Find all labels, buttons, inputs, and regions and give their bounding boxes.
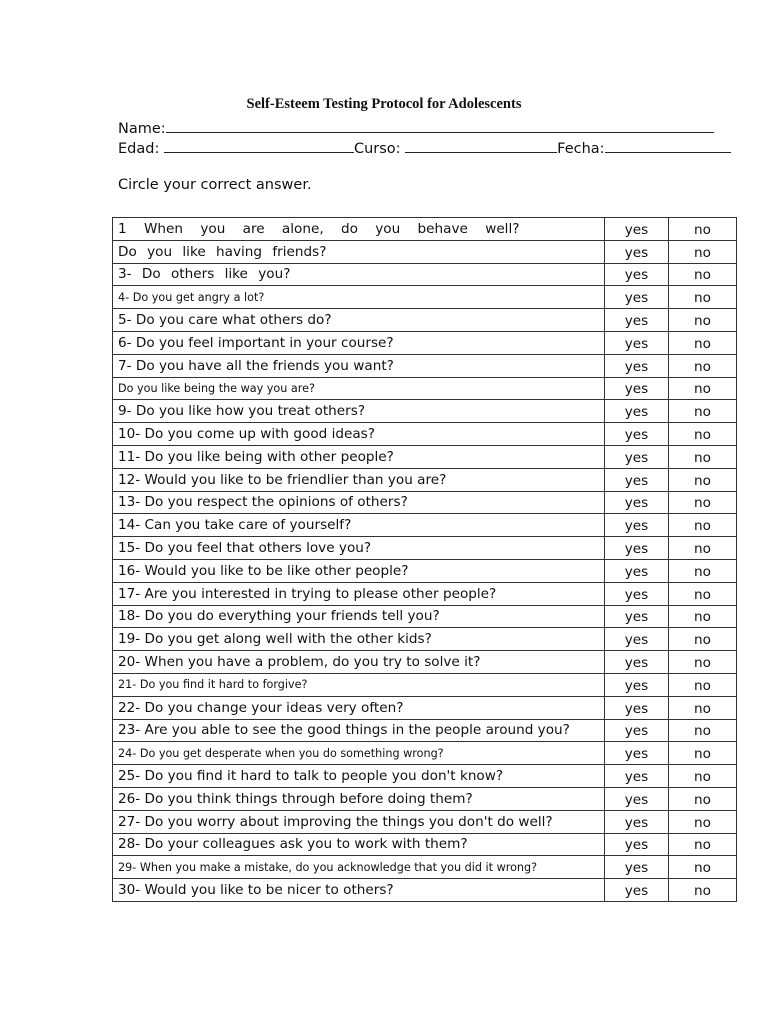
question-row [113, 628, 737, 651]
answer-no[interactable]: no [669, 263, 737, 286]
answer-yes[interactable]: yes [605, 491, 669, 514]
answer-no[interactable]: no [669, 582, 737, 605]
question-text: 7- Do you have all the friends you want? [113, 354, 605, 377]
answer-yes[interactable]: yes [605, 787, 669, 810]
answer-yes[interactable]: yes [605, 331, 669, 354]
answer-yes[interactable]: yes [605, 240, 669, 263]
question-text: 10- Do you come up with good ideas? [113, 423, 605, 446]
answer-yes[interactable]: yes [605, 423, 669, 446]
question-text: 4- Do you get angry a lot? [113, 286, 605, 309]
answer-no[interactable]: no [669, 491, 737, 514]
question-row [113, 673, 737, 696]
date-label: Fecha: [557, 141, 605, 157]
answer-no[interactable]: no [669, 468, 737, 491]
answer-yes[interactable]: yes [605, 218, 669, 241]
question-text: 19- Do you get along well with the other kids? [113, 628, 605, 651]
name-field[interactable] [166, 118, 714, 133]
answer-no[interactable]: no [669, 673, 737, 696]
question-text: 20- When you have a problem, do you try to solve it? [113, 651, 605, 674]
question-row [113, 719, 737, 742]
name-label: Name: [118, 121, 166, 137]
question-row [113, 765, 737, 788]
question-row [113, 354, 737, 377]
answer-yes[interactable]: yes [605, 263, 669, 286]
question-text: 24- Do you get desperate when you do something wrong? [113, 742, 605, 765]
answer-yes[interactable]: yes [605, 742, 669, 765]
answer-yes[interactable]: yes [605, 354, 669, 377]
answer-yes[interactable]: yes [605, 628, 669, 651]
question-text: 29- When you make a mistake, do you acknowledge that you did it wrong? [113, 856, 605, 879]
answer-no[interactable]: no [669, 787, 737, 810]
question-row [113, 309, 737, 332]
question-text: 1 When you are alone, do you behave well? [113, 218, 605, 241]
question-text: 27- Do you worry about improving the things you don't do well? [113, 810, 605, 833]
question-row [113, 240, 737, 263]
answer-no[interactable]: no [669, 765, 737, 788]
question-text: 16- Would you like to be like other people? [113, 559, 605, 582]
question-text: 3- Do others like you? [113, 263, 605, 286]
question-row [113, 787, 737, 810]
question-text: 5- Do you care what others do? [113, 309, 605, 332]
question-text: 21- Do you find it hard to forgive? [113, 673, 605, 696]
age-field[interactable] [164, 138, 354, 153]
answer-no[interactable]: no [669, 879, 737, 902]
question-row [113, 810, 737, 833]
question-text: 14- Can you take care of yourself? [113, 514, 605, 537]
answer-no[interactable]: no [669, 810, 737, 833]
answer-no[interactable]: no [669, 377, 737, 400]
answer-yes[interactable]: yes [605, 286, 669, 309]
question-row [113, 559, 737, 582]
questionnaire-table [112, 217, 737, 902]
answer-no[interactable]: no [669, 423, 737, 446]
answer-no[interactable]: no [669, 400, 737, 423]
answer-yes[interactable]: yes [605, 673, 669, 696]
question-text: 25- Do you find it hard to talk to people you don't know? [113, 765, 605, 788]
answer-no[interactable]: no [669, 514, 737, 537]
question-row [113, 582, 737, 605]
answer-no[interactable]: no [669, 833, 737, 856]
answer-no[interactable]: no [669, 559, 737, 582]
question-row [113, 491, 737, 514]
answer-yes[interactable]: yes [605, 514, 669, 537]
answer-yes[interactable]: yes [605, 445, 669, 468]
question-row [113, 468, 737, 491]
answer-yes[interactable]: yes [605, 765, 669, 788]
answer-yes[interactable]: yes [605, 605, 669, 628]
answer-no[interactable]: no [669, 537, 737, 560]
answer-yes[interactable]: yes [605, 309, 669, 332]
answer-yes[interactable]: yes [605, 696, 669, 719]
answer-no[interactable]: no [669, 628, 737, 651]
question-text: 9- Do you like how you treat others? [113, 400, 605, 423]
answer-no[interactable]: no [669, 354, 737, 377]
answer-yes[interactable]: yes [605, 468, 669, 491]
question-text: 6- Do you feel important in your course? [113, 331, 605, 354]
answer-no[interactable]: no [669, 445, 737, 468]
question-row [113, 400, 737, 423]
question-row [113, 286, 737, 309]
answer-no[interactable]: no [669, 719, 737, 742]
date-field[interactable] [605, 138, 731, 153]
question-row [113, 263, 737, 286]
question-row [113, 879, 737, 902]
question-text: 17- Are you interested in trying to please other people? [113, 582, 605, 605]
question-row [113, 514, 737, 537]
question-row [113, 331, 737, 354]
answer-yes[interactable]: yes [605, 719, 669, 742]
question-row [113, 833, 737, 856]
question-text: 23- Are you able to see the good things in the people around you? [113, 719, 605, 742]
info-line [118, 138, 731, 157]
answer-no[interactable]: no [669, 309, 737, 332]
question-row [113, 605, 737, 628]
question-text: 11- Do you like being with other people? [113, 445, 605, 468]
question-text: 30- Would you like to be nicer to others? [113, 879, 605, 902]
document-title: Self-Esteem Testing Protocol for Adolescents [246, 96, 522, 112]
answer-no[interactable]: no [669, 696, 737, 719]
answer-no[interactable]: no [669, 742, 737, 765]
question-text: 22- Do you change your ideas very often? [113, 696, 605, 719]
answer-no[interactable]: no [669, 856, 737, 879]
question-row [113, 651, 737, 674]
age-label: Edad: [118, 141, 160, 157]
answer-no[interactable]: no [669, 605, 737, 628]
name-line [118, 118, 714, 137]
question-row [113, 218, 737, 241]
answer-yes[interactable]: yes [605, 377, 669, 400]
answer-no[interactable]: no [669, 331, 737, 354]
answer-yes[interactable]: yes [605, 856, 669, 879]
answer-yes[interactable]: yes [605, 810, 669, 833]
answer-no[interactable]: no [669, 286, 737, 309]
answer-yes[interactable]: yes [605, 537, 669, 560]
answer-yes[interactable]: yes [605, 582, 669, 605]
question-text: 26- Do you think things through before doing them? [113, 787, 605, 810]
question-text: 15- Do you feel that others love you? [113, 537, 605, 560]
question-row [113, 377, 737, 400]
question-text: 13- Do you respect the opinions of others? [113, 491, 605, 514]
question-row [113, 423, 737, 446]
answer-no[interactable]: no [669, 651, 737, 674]
answer-yes[interactable]: yes [605, 833, 669, 856]
question-text: 28- Do your colleagues ask you to work with them? [113, 833, 605, 856]
question-row [113, 445, 737, 468]
instruction: Circle your correct answer. [118, 177, 312, 193]
question-row [113, 537, 737, 560]
answer-yes[interactable]: yes [605, 559, 669, 582]
answer-yes[interactable]: yes [605, 879, 669, 902]
answer-no[interactable]: no [669, 240, 737, 263]
answer-yes[interactable]: yes [605, 651, 669, 674]
question-text: 18- Do you do everything your friends tell you? [113, 605, 605, 628]
question-row [113, 742, 737, 765]
course-label: Curso: [353, 141, 401, 157]
question-row [113, 696, 737, 719]
course-field[interactable] [405, 138, 557, 153]
question-text: Do you like having friends? [113, 240, 605, 263]
question-row [113, 856, 737, 879]
question-text: 12- Would you like to be friendlier than you are? [113, 468, 605, 491]
question-text: Do you like being the way you are? [113, 377, 605, 400]
answer-no[interactable]: no [669, 218, 737, 241]
answer-yes[interactable]: yes [605, 400, 669, 423]
